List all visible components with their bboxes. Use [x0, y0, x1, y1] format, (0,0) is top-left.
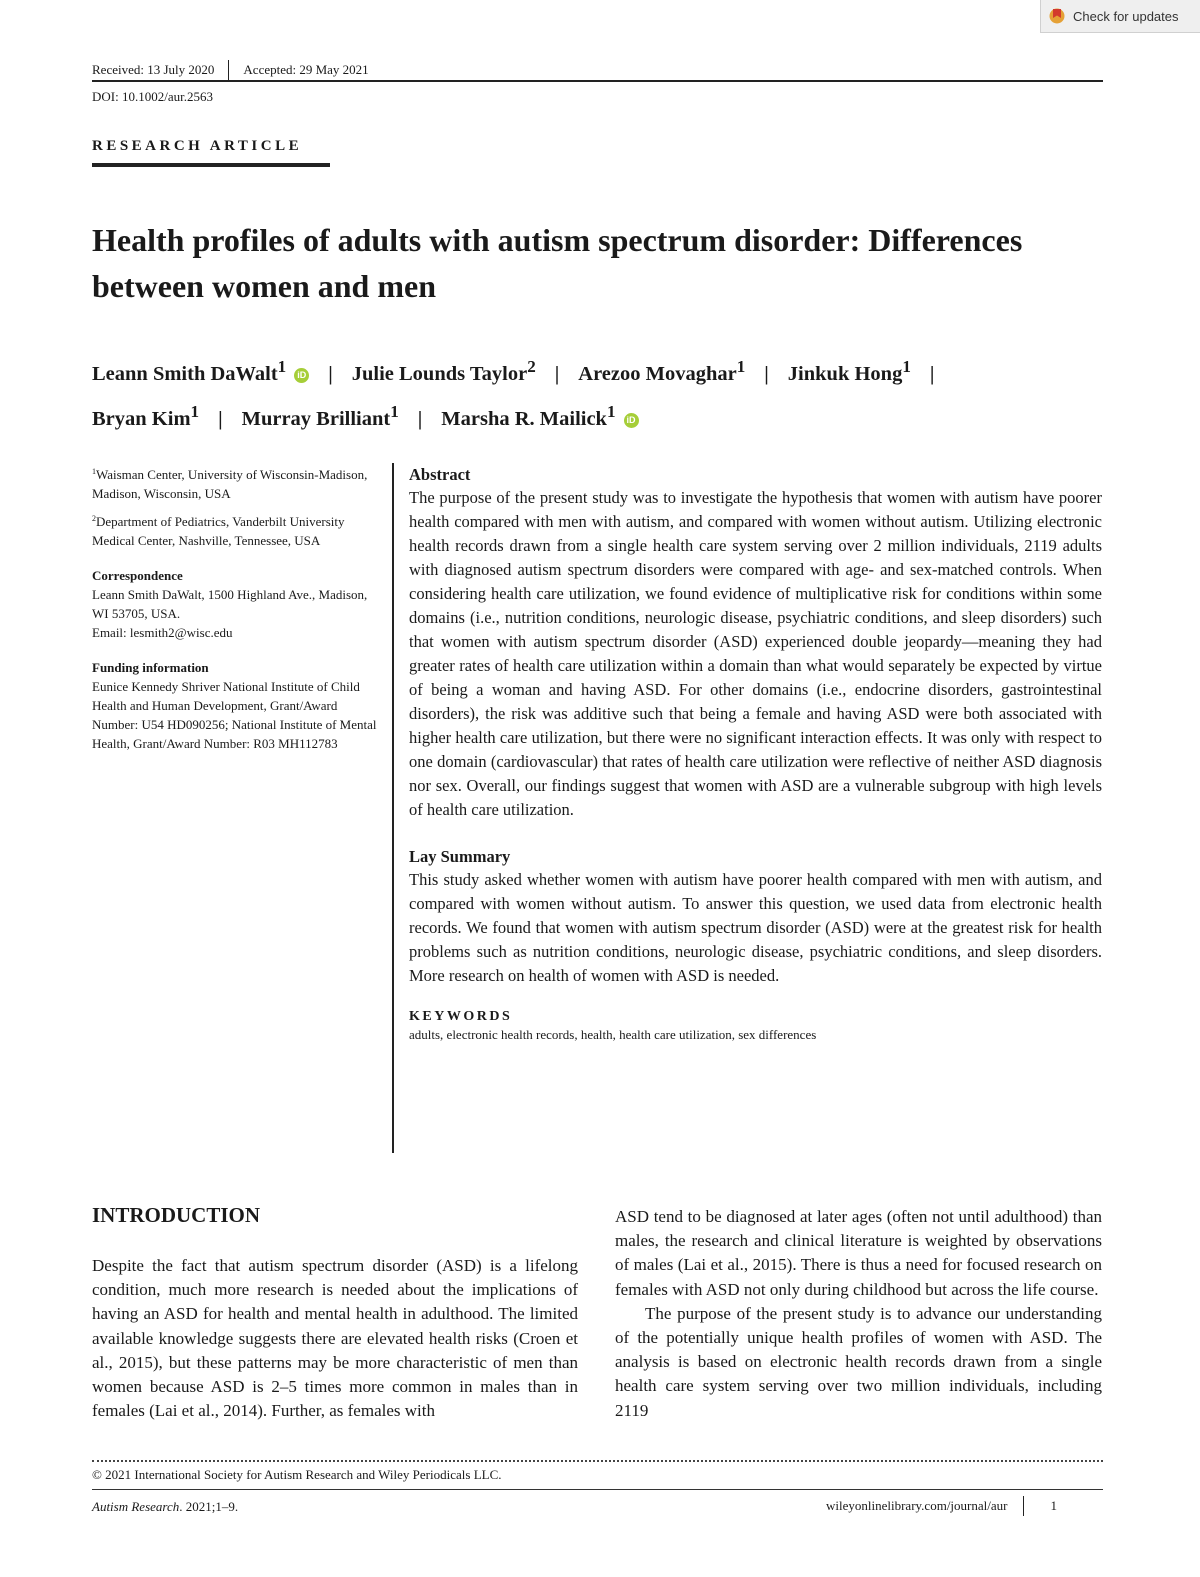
author-divider: | [328, 362, 333, 385]
affiliation-text: Waisman Center, University of Wisconsin-Madison, Madison, Wisconsin, USA [92, 467, 368, 501]
funding-label: Funding information [92, 660, 209, 675]
keywords-text: adults, electronic health records, health, health care utilization, sex differences [409, 1027, 817, 1042]
article-dates [92, 60, 369, 80]
introduction-paragraph: The purpose of the present study is to advance our understanding of the potentially unique health profiles of women with ASD. The analysis is based on electronic health records drawn from a single health care system serving over two million individuals, including 2119 [615, 1303, 1102, 1420]
funding-text: Eunice Kennedy Shriver National Institute of Child Health and Human Development, Grant/Award Number: U54 HD090256; National Institute of Mental Health, Grant/Award Number: R03 MH112783 [92, 679, 377, 751]
author-name[interactable]: Bryan Kim [92, 407, 191, 430]
lay-summary-text: This study asked whether women with autism have poorer health compared with men with autism, and compared with women without autism. To answer this question, we used data from electronic health records. We found that women with autism spectrum disorder (ASD) were at the greatest risk for health problems such as nutrition conditions, neurologic disease, psychiatric conditions, and sleep disorders. More research on health of women with ASD is needed. [409, 870, 1102, 985]
correspondence-address: Leann Smith DaWalt, 1500 Highland Ave., Madison, WI 53705, USA. [92, 587, 368, 621]
correspondence-email[interactable]: Email: lesmith2@wisc.edu [92, 625, 233, 640]
footer-divider [1023, 1496, 1024, 1516]
accepted-date: Accepted: 29 May 2021 [243, 62, 369, 77]
author-name[interactable]: Murray Brilliant [241, 407, 391, 430]
affiliation-text: Department of Pediatrics, Vanderbilt University Medical Center, Nashville, Tennessee, USA [92, 514, 345, 548]
affiliation-number: 1 [92, 467, 96, 476]
keywords-heading: KEYWORDS [409, 1009, 513, 1024]
author-affiliation-number: 1 [902, 357, 911, 376]
check-for-updates-button[interactable] [1040, 0, 1200, 33]
correspondence-label: Correspondence [92, 568, 183, 583]
author-affiliation-number: 1 [190, 401, 200, 421]
abstract-rule [392, 463, 394, 1153]
author-affiliation-number: 1 [606, 401, 616, 421]
footer-right [826, 1496, 1057, 1516]
footer-dotted-rule [92, 1460, 1103, 1462]
page-number: 1 [1050, 1498, 1057, 1513]
orcid-icon[interactable]: iD [294, 368, 309, 383]
author-affiliation-number: 1 [277, 357, 287, 376]
author-name[interactable]: Jinkuk Hong [787, 362, 903, 385]
author-name[interactable]: Arezoo Movaghar [578, 362, 737, 385]
author-divider: | [218, 407, 223, 430]
lay-summary-heading: Lay Summary [409, 847, 511, 866]
introduction-paragraph: ASD tend to be diagnosed at later ages (often not until adulthood) than males, the research and clinical literature is weighted by observations of males (Lai et al., 2015). There is thus a need for focused research on females with ASD not only during childhood but across the life course. [615, 1207, 1102, 1299]
journal-name: Autism Research [92, 1499, 180, 1514]
author-list [92, 348, 1112, 438]
check-for-updates-label: Check for updates [1073, 8, 1179, 24]
crossmark-icon [1049, 7, 1065, 25]
orcid-icon[interactable]: iD [624, 413, 639, 428]
author-divider: | [554, 362, 560, 385]
author-name[interactable]: Leann Smith DaWalt [92, 362, 278, 385]
introduction-column-2 [615, 1205, 1102, 1423]
date-divider [228, 60, 229, 80]
doi[interactable]: DOI: 10.1002/aur.2563 [92, 89, 213, 104]
author-affiliation-number: 2 [527, 357, 536, 376]
affiliation-1 [92, 462, 382, 503]
abstract-section [409, 464, 1102, 1044]
copyright-notice: © 2021 International Society for Autism Research and Wiley Periodicals LLC. [92, 1467, 502, 1482]
affiliation-number: 2 [92, 514, 96, 523]
received-date: Received: 13 July 2020 [92, 62, 215, 77]
author-affiliation-number: 1 [390, 401, 399, 421]
author-divider: | [929, 362, 935, 385]
article-type-rule [92, 163, 330, 167]
journal-url[interactable]: wileyonlinelibrary.com/journal/aur [826, 1498, 1008, 1513]
author-name[interactable]: Julie Lounds Taylor [351, 362, 528, 385]
journal-citation [92, 1499, 238, 1515]
footer-rule [92, 1489, 1103, 1490]
author-divider: | [417, 407, 423, 430]
author-divider: | [764, 362, 769, 385]
affiliation-2 [92, 509, 382, 550]
article-title: Health profiles of adults with autism spectrum disorder: Differences between women and men [92, 222, 1023, 304]
article-sidebar [92, 462, 382, 759]
introduction-column-1: Despite the fact that autism spectrum disorder (ASD) is a lifelong condition, much more research is needed about the implications of having an ASD for health and mental health in adulthood. The limited available knowledge suggests there are elevated health risks (Croen et al., 2015), but these patterns may be more characteristic of men than women because ASD is 2–5 times more common in males than in females (Lai et al., 2014). Further, as females with [92, 1256, 578, 1421]
abstract-heading: Abstract [409, 465, 471, 484]
author-affiliation-number: 1 [736, 357, 746, 376]
abstract-text: The purpose of the present study was to investigate the hypothesis that women with autism have poorer health compared with men with autism, and compared with women without autism. Utilizing electronic health records drawn from a single health care system serving over 2 million individuals, 2119 adults with diagnosed autism spectrum disorders were compared with age- and sex-matched controls. When considering health care utilization, we found evidence of multiplicative risk for conditions within some domains (i.e., nutrition conditions, neurologic disease, psychiatric conditions, and sleep disorders) such that women with autism spectrum disorder (ASD) experienced double jeopardy—meaning they had greater rates of health care utilization within a domain than what would separately be expected by virtue of being a woman and having ASD. For other domains (i.e., endocrine disorders, gastrointestinal disorders), the risk was additive such that being a female and having ASD were both associated with higher health care utilization, but there were no significant interaction effects. It was only with respect to one domain (cardiovascular) that rates of health care utilization were reflective of neither ASD diagnosis nor sex. Overall, our findings suggest that women with ASD are a vulnerable subgroup with high levels of health care utilization. [409, 488, 1102, 819]
journal-volume: . 2021;1–9. [179, 1499, 239, 1514]
introduction-heading: INTRODUCTION [92, 1203, 261, 1227]
article-type: RESEARCH ARTICLE [92, 138, 303, 154]
author-name[interactable]: Marsha R. Mailick [441, 407, 607, 430]
header-rule [92, 80, 1103, 82]
